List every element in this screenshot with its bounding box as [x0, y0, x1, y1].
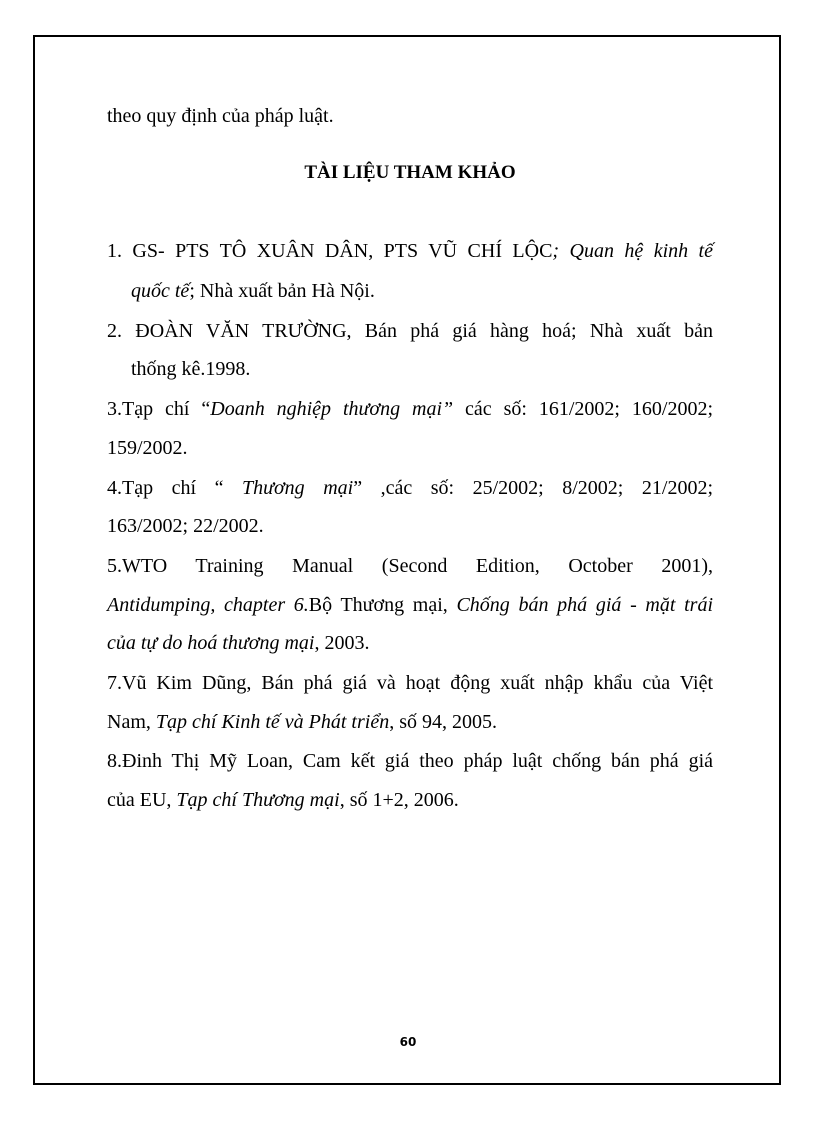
reference-5-line-3: của tự do hoá thương mại, 2003. [107, 632, 370, 654]
reference-5-line-1: 5.WTO Training Manual (Second Edition, October 2001), [107, 555, 713, 577]
page-number: 60 [399, 1035, 417, 1049]
intro-line: theo quy định của pháp luật. [107, 105, 334, 127]
reference-3-line-1: 3.Tạp chí “Doanh nghiệp thương mại” các số: 161/2002; 160/2002; [107, 398, 714, 420]
reference-7-line-2: Nam, Tạp chí Kinh tế và Phát triển, số 94, 2005. [107, 711, 497, 733]
reference-2-line-1: 2. ĐOÀN VĂN TRƯỜNG, Bán phá giá hàng hoá; Nhà xuất bản [107, 320, 713, 342]
references-heading: TÀI LIỆU THAM KHẢO [304, 162, 516, 183]
reference-4-line-2: 163/2002; 22/2002. [107, 515, 264, 537]
reference-1-line-1: 1. GS- PTS TÔ XUÂN DÂN, PTS VŨ CHÍ LỘC; Quan hệ kinh tế [107, 240, 713, 262]
reference-3-line-2: 159/2002. [107, 437, 188, 459]
reference-8-line-1: 8.Đinh Thị Mỹ Loan, Cam kết giá theo pháp luật chống bán phá giá [107, 750, 713, 772]
reference-8-line-2: của EU, Tạp chí Thương mại, số 1+2, 2006. [107, 789, 459, 811]
reference-5-line-2: Antidumping, chapter 6.Bộ Thương mại, Chống bán phá giá - mặt trái [107, 594, 713, 616]
reference-7-line-1: 7.Vũ Kim Dũng, Bán phá giá và hoạt động xuất nhập khẩu của Việt [107, 672, 713, 694]
reference-2-line-2: thống kê.1998. [131, 358, 251, 380]
reference-4-line-1: 4.Tạp chí “ Thương mại” ,các số: 25/2002; 8/2002; 21/2002; [107, 477, 713, 499]
reference-1-line-2: quốc tế; Nhà xuất bản Hà Nội. [131, 280, 375, 302]
